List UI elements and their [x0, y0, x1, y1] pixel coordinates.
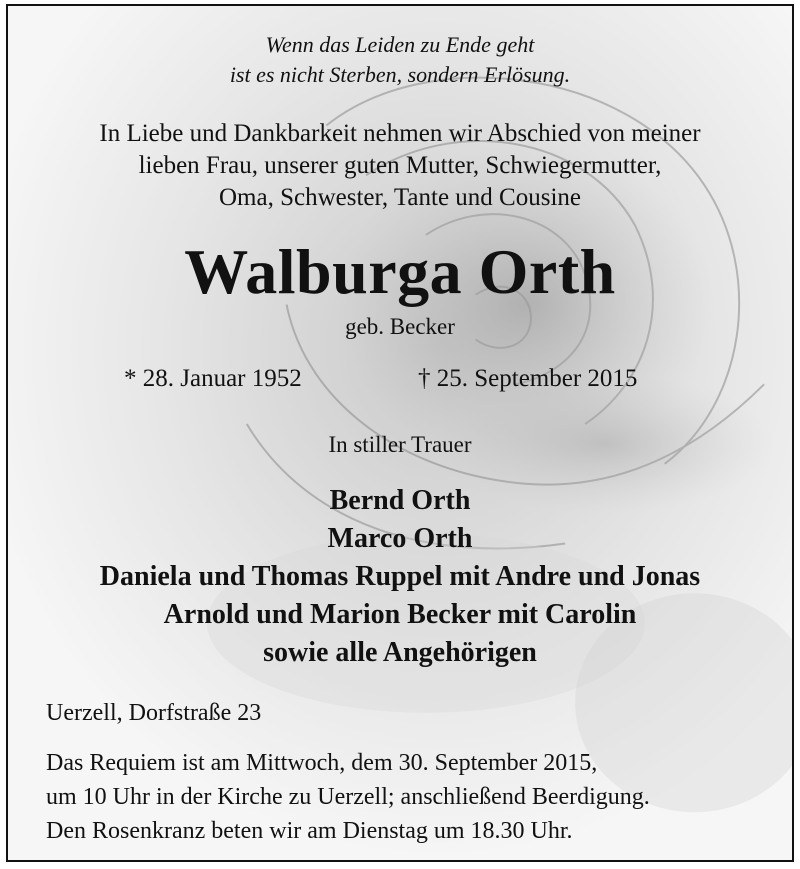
obituary-notice: [6, 4, 794, 862]
mourner-entry: sowie alle Angehörigen: [263, 637, 537, 668]
motto-line: ist es nicht Sterben, sondern Erlösung.: [229, 62, 571, 87]
details-line: um 10 Uhr in der Kirche zu Uerzell; anschließend Beerdigung.: [46, 784, 650, 810]
life-dates: [8, 362, 792, 396]
details-line: Den Rosenkranz beten wir am Dienstag um 18.30 Uhr.: [46, 818, 573, 844]
mourning-label: In stiller Trauer: [328, 432, 472, 457]
intro-line: Oma, Schwester, Tante und Cousine: [219, 184, 581, 211]
address: Uerzell, Dorfstraße 23: [46, 700, 262, 726]
death-date: † 25. September 2015: [418, 365, 638, 392]
mourner-entry: Daniela und Thomas Ruppel mit Andre und Jonas: [99, 561, 701, 592]
intro-line: lieben Frau, unserer guten Mutter, Schwiegermutter,: [138, 152, 662, 179]
mourner-entry: Bernd Orth: [329, 485, 471, 516]
birth-date: * 28. Januar 1952: [124, 365, 302, 392]
intro-text: [8, 118, 792, 214]
mourners-list: [8, 482, 792, 672]
maiden-name: geb. Becker: [345, 314, 455, 339]
intro-line: In Liebe und Dankbarkeit nehmen wir Abschied von meiner: [99, 120, 701, 147]
deceased-name: Walburga Orth: [184, 236, 616, 307]
details-line: Das Requiem ist am Mittwoch, dem 30. September 2015,: [46, 750, 598, 776]
mourner-entry: Arnold und Marion Becker mit Carolin: [163, 599, 637, 630]
mourner-entry: Marco Orth: [327, 523, 473, 554]
notice-content: [8, 6, 792, 860]
funeral-details: [46, 746, 756, 848]
motto-line: Wenn das Leiden zu Ende geht: [265, 32, 535, 57]
motto: [8, 30, 792, 90]
